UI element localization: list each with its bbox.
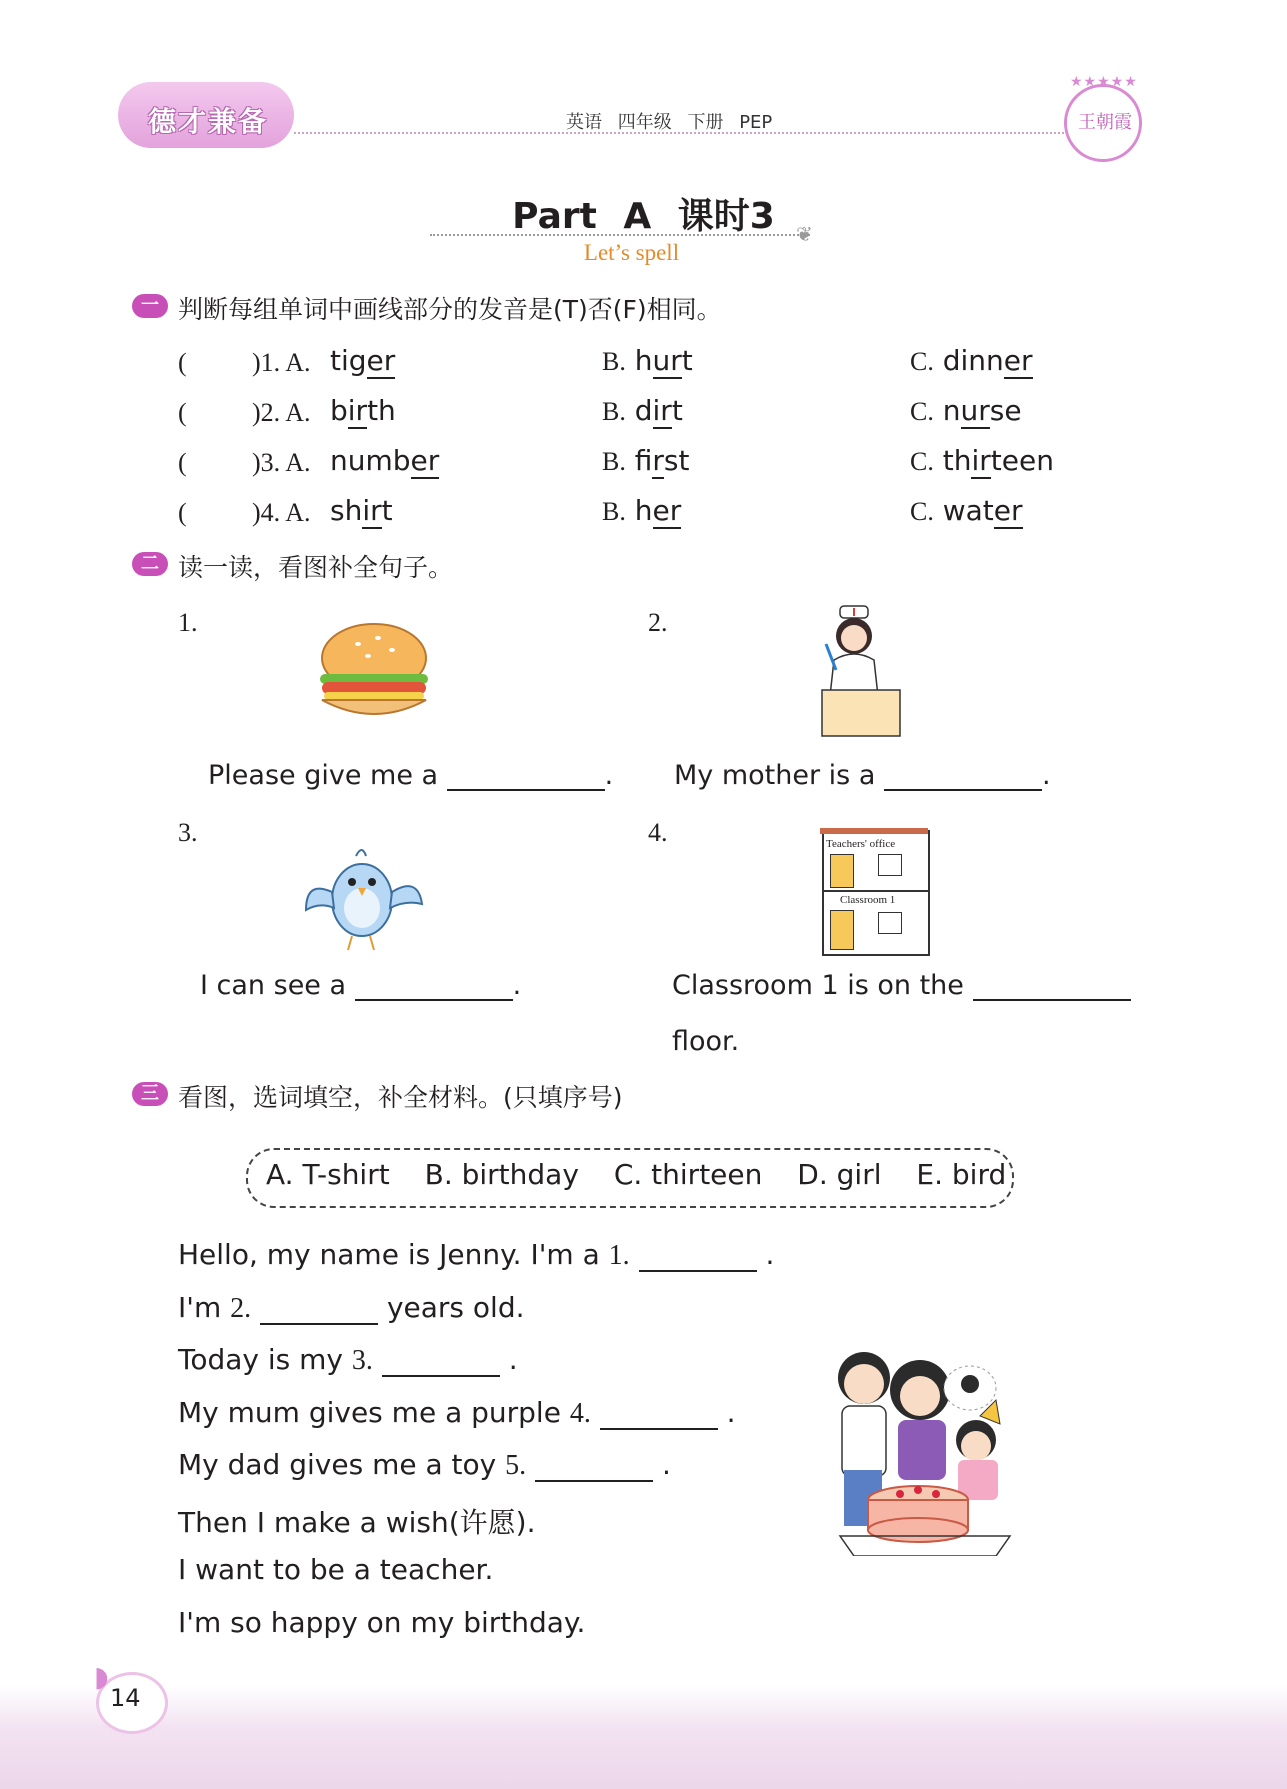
sentence-2-end: . bbox=[1041, 760, 1051, 791]
word-part: dinn bbox=[942, 344, 1004, 377]
word-part: th bbox=[942, 444, 972, 477]
footer-decoration bbox=[0, 1686, 1287, 1789]
sentence-2 bbox=[674, 760, 1051, 791]
word-part: d bbox=[634, 394, 653, 427]
nurse-image bbox=[818, 604, 904, 738]
underlined-letters: er bbox=[993, 494, 1023, 527]
question-number: )3. A. bbox=[252, 448, 311, 477]
word-option-c bbox=[910, 444, 1054, 477]
word-option-a bbox=[330, 394, 396, 427]
subject: 英语 bbox=[566, 112, 602, 133]
word-part: t bbox=[381, 494, 393, 527]
answer-blank-3[interactable] bbox=[355, 999, 513, 1001]
word-part: t bbox=[671, 394, 683, 427]
sentence-1-text: Please give me a bbox=[208, 760, 439, 791]
word-part: wat bbox=[942, 494, 994, 527]
item-number: 2. bbox=[648, 608, 668, 637]
word-part: h bbox=[634, 344, 653, 377]
passage-text: I want to be a teacher. bbox=[178, 1553, 494, 1586]
underlined-letters: ur bbox=[652, 344, 682, 377]
header-info bbox=[566, 108, 772, 134]
passage-text-end: . bbox=[726, 1396, 736, 1429]
passage-text-end: . bbox=[661, 1448, 671, 1481]
underlined-letters: ir bbox=[347, 394, 368, 427]
option-label: C. bbox=[910, 447, 934, 476]
sentence-4-text: Classroom 1 is on the bbox=[672, 970, 964, 1001]
word-option-b bbox=[602, 444, 689, 477]
sentence-3-text: I can see a bbox=[200, 970, 347, 1001]
sentence-2-text: My mother is a bbox=[674, 760, 876, 791]
page-title: Part A 课时3 bbox=[512, 196, 775, 237]
passage-text-end: . bbox=[508, 1343, 518, 1376]
leaf-icon: ❦ bbox=[796, 222, 813, 246]
word-bank bbox=[266, 1158, 1032, 1191]
option-label: B. bbox=[602, 397, 626, 426]
section-2-instruction: 读一读，看图补全句子。 bbox=[178, 553, 454, 582]
option-label: B. bbox=[602, 347, 626, 376]
item-number: 1. bbox=[178, 608, 198, 637]
fill-blank[interactable] bbox=[639, 1244, 757, 1272]
option-label: C. bbox=[910, 397, 934, 426]
hamburger-image bbox=[312, 620, 436, 724]
answer-blank-1[interactable] bbox=[447, 789, 605, 791]
passage-line bbox=[178, 1291, 525, 1325]
volume: 下册 bbox=[687, 112, 724, 133]
word-option-a bbox=[330, 444, 439, 477]
option-label: C. bbox=[910, 347, 934, 376]
passage-line bbox=[178, 1343, 518, 1377]
word-part: b bbox=[330, 394, 348, 427]
word-option-b bbox=[602, 494, 681, 527]
word-part: n bbox=[942, 394, 961, 427]
item-number: 3. bbox=[178, 818, 198, 847]
passage-text-end: . bbox=[765, 1238, 775, 1271]
sentence-4 bbox=[672, 970, 1131, 1001]
word-part: teen bbox=[990, 444, 1054, 477]
fill-blank[interactable] bbox=[535, 1454, 653, 1482]
teachers-office-sign: Teachers' office bbox=[826, 838, 896, 850]
fill-blank[interactable] bbox=[600, 1402, 718, 1430]
word-option-c bbox=[910, 394, 1022, 427]
option-label: B. bbox=[602, 447, 626, 476]
word-part: sh bbox=[330, 494, 363, 527]
underlined-letters: er bbox=[366, 344, 396, 377]
passage-line bbox=[178, 1553, 493, 1586]
seal-name: 王朝霞 bbox=[1078, 112, 1132, 133]
blank-number: 5. bbox=[505, 1450, 527, 1481]
section-badge-1: 一 bbox=[132, 294, 168, 318]
section-badge-3: 三 bbox=[132, 1082, 168, 1106]
blank-number: 3. bbox=[351, 1345, 373, 1376]
word-part: t bbox=[681, 344, 693, 377]
passage-text: I'm so happy on my birthday. bbox=[178, 1606, 586, 1639]
passage-text: My dad gives me a toy bbox=[178, 1448, 497, 1481]
word-part: st bbox=[663, 444, 690, 477]
section-badge-2: 二 bbox=[132, 552, 168, 576]
word-option-b bbox=[602, 394, 683, 427]
item-number: 4. bbox=[648, 818, 668, 847]
word-option-c bbox=[910, 344, 1033, 377]
passage-line bbox=[178, 1606, 585, 1639]
word-part: f bbox=[634, 444, 653, 477]
underlined-letters: er bbox=[652, 494, 682, 527]
blank-number: 2. bbox=[230, 1293, 252, 1324]
brand-name: 德才兼备 bbox=[148, 105, 269, 138]
underlined-letters: ir bbox=[971, 444, 991, 477]
underlined-letters: ir bbox=[652, 444, 664, 477]
option-label: B. bbox=[602, 497, 626, 526]
passage-text: Hello, my name is Jenny. I'm a bbox=[178, 1238, 600, 1271]
blank-number: 4. bbox=[569, 1398, 591, 1429]
sentence-1-end: . bbox=[604, 760, 614, 791]
word-option-b bbox=[602, 344, 693, 377]
word-option-c bbox=[910, 494, 1023, 527]
option-e: E. bird bbox=[916, 1158, 1007, 1191]
section-1-instruction: 判断每组单词中画线部分的发音是(T)否(F)相同。 bbox=[178, 295, 722, 324]
sentence-1 bbox=[208, 760, 613, 791]
grade: 四年级 bbox=[617, 112, 672, 133]
option-b: B. birthday bbox=[424, 1158, 579, 1191]
answer-paren[interactable]: ( bbox=[178, 398, 187, 427]
passage-line bbox=[178, 1501, 535, 1541]
word-part: se bbox=[989, 394, 1022, 427]
word-part: h bbox=[634, 494, 653, 527]
passage-line bbox=[178, 1396, 736, 1430]
word-part: numb bbox=[330, 444, 411, 477]
birthday-family-image bbox=[820, 1340, 1030, 1556]
dolphin-icon: ◗ bbox=[94, 1660, 109, 1693]
option-d: D. girl bbox=[797, 1158, 882, 1191]
answer-blank-2[interactable] bbox=[884, 789, 1042, 791]
option-c: C. thirteen bbox=[613, 1158, 763, 1191]
option-a: A. T-shirt bbox=[266, 1158, 390, 1191]
fill-blank[interactable] bbox=[382, 1349, 500, 1377]
word-part: th bbox=[367, 394, 396, 427]
underlined-letters: ir bbox=[362, 494, 382, 527]
passage-line bbox=[178, 1238, 774, 1272]
passage-text: Then I make a wish(许愿). bbox=[178, 1506, 536, 1539]
question-number: )4. A. bbox=[252, 498, 311, 527]
passage-text-end: years old. bbox=[386, 1291, 525, 1324]
school-building-image bbox=[822, 830, 930, 956]
underlined-letters: ir bbox=[652, 394, 672, 427]
passage-text: My mum gives me a purple bbox=[178, 1396, 561, 1429]
page-number: 14 bbox=[110, 1684, 141, 1712]
sentence-4-end: floor. bbox=[672, 1026, 740, 1057]
underlined-letters: er bbox=[1003, 344, 1033, 377]
seal-stars: ★★★★★ bbox=[1070, 74, 1138, 90]
word-part: tig bbox=[330, 344, 367, 377]
title-divider bbox=[430, 234, 810, 236]
fill-blank[interactable] bbox=[260, 1297, 378, 1325]
page-subtitle: Let’s spell bbox=[583, 240, 680, 265]
option-label: C. bbox=[910, 497, 934, 526]
answer-paren[interactable]: ( bbox=[178, 448, 187, 477]
section-3-instruction: 看图，选词填空，补全材料。(只填序号) bbox=[178, 1083, 623, 1112]
answer-paren[interactable]: ( bbox=[178, 498, 187, 527]
classroom-sign: Classroom 1 bbox=[840, 894, 896, 906]
passage-line bbox=[178, 1448, 671, 1482]
sentence-3-end: . bbox=[512, 970, 522, 1001]
bird-image bbox=[300, 836, 430, 956]
word-option-a bbox=[330, 494, 393, 527]
edition: PEP bbox=[739, 112, 773, 133]
passage-text: I'm bbox=[178, 1291, 222, 1324]
passage-text: Today is my bbox=[178, 1343, 343, 1376]
blank-number: 1. bbox=[608, 1240, 630, 1271]
question-number: )1. A. bbox=[252, 348, 311, 377]
answer-blank-4[interactable] bbox=[973, 999, 1131, 1001]
sentence-3 bbox=[200, 970, 521, 1001]
question-number: )2. A. bbox=[252, 398, 311, 427]
answer-paren[interactable]: ( bbox=[178, 348, 187, 377]
word-option-a bbox=[330, 344, 395, 377]
underlined-letters: ur bbox=[960, 394, 990, 427]
underlined-letters: er bbox=[410, 444, 440, 477]
